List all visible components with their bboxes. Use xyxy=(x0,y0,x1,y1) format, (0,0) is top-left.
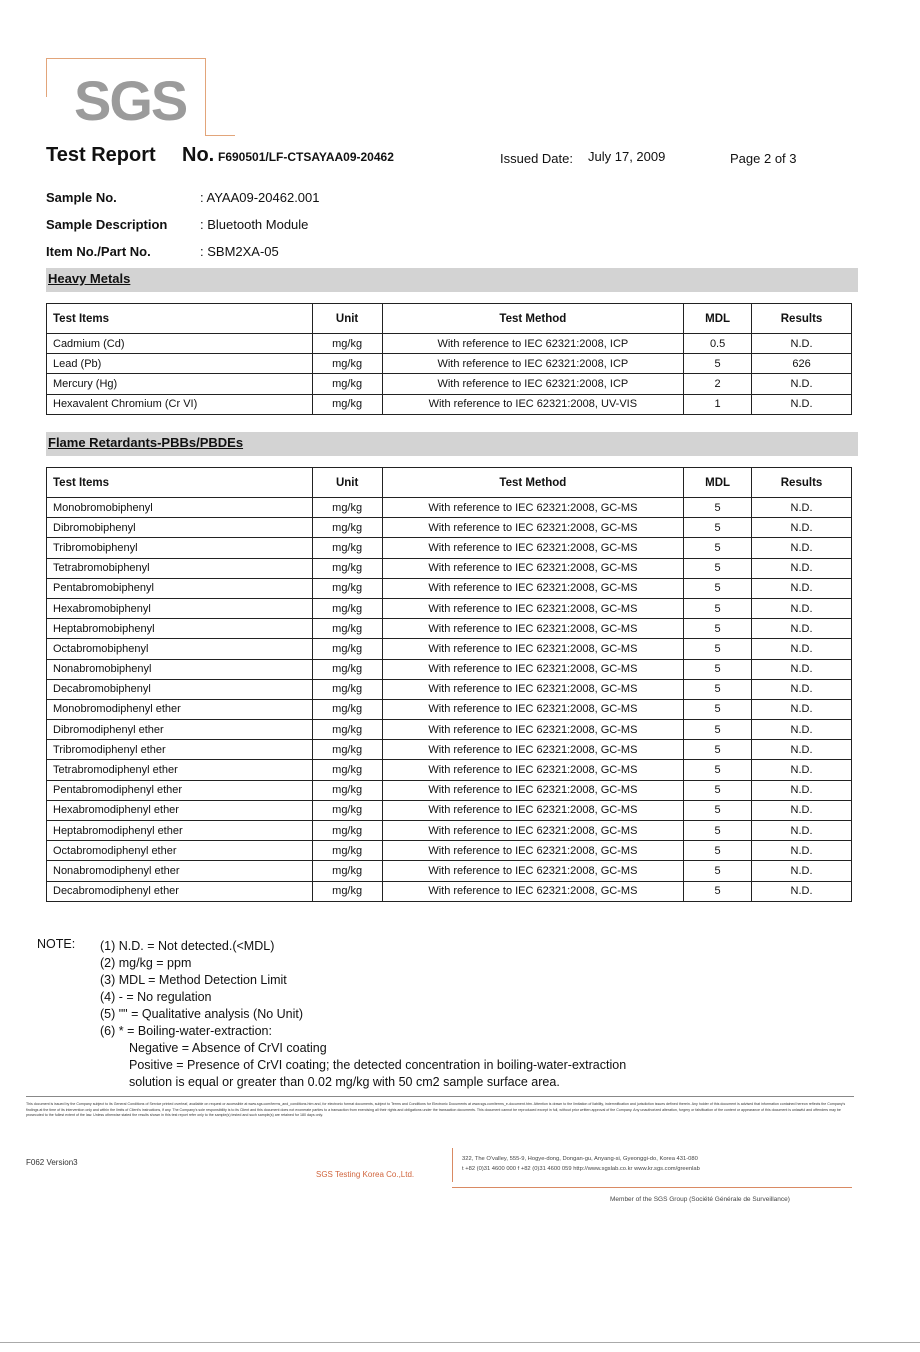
flame-retardants-title: Flame Retardants-PBBs/PBDEs xyxy=(48,435,244,450)
note-line: (1) N.D. = Not detected.(<MDL) xyxy=(100,939,275,953)
test-method-cell: With reference to IEC 62321:2008, ICP xyxy=(382,374,684,394)
test-method-cell: With reference to IEC 62321:2008, GC-MS xyxy=(382,780,684,800)
result-cell: N.D. xyxy=(752,861,852,881)
col-results: Results xyxy=(752,304,852,334)
sgs-group-member: Member of the SGS Group (Société Générale de Surveillance) xyxy=(610,1196,790,1203)
test-item-cell: Tribromobiphenyl xyxy=(47,538,313,558)
report-header xyxy=(46,142,826,172)
test-item-cell: Monobromobiphenyl xyxy=(47,498,313,518)
test-item-cell: Tribromodiphenyl ether xyxy=(47,740,313,760)
test-method-cell: With reference to IEC 62321:2008, GC-MS xyxy=(382,639,684,659)
item-no-value: : SBM2XA-05 xyxy=(200,244,279,259)
unit-cell: mg/kg xyxy=(312,780,382,800)
heavy-metals-title: Heavy Metals xyxy=(48,271,131,286)
unit-cell: mg/kg xyxy=(312,800,382,820)
test-item-cell: Lead (Pb) xyxy=(47,354,313,374)
unit-cell: mg/kg xyxy=(312,760,382,780)
page-number: Page 2 of 3 xyxy=(730,151,797,166)
col-unit: Unit xyxy=(312,304,382,334)
mdl-cell: 5 xyxy=(684,639,752,659)
test-method-cell: With reference to IEC 62321:2008, ICP xyxy=(382,334,684,354)
table-row xyxy=(47,558,852,578)
test-method-cell: With reference to IEC 62321:2008, GC-MS xyxy=(382,518,684,538)
footer-accent-rule xyxy=(452,1187,852,1188)
test-item-cell: Pentabromobiphenyl xyxy=(47,578,313,598)
test-method-cell: With reference to IEC 62321:2008, GC-MS xyxy=(382,861,684,881)
test-item-cell: Dibromodiphenyl ether xyxy=(47,720,313,740)
unit-cell: mg/kg xyxy=(312,720,382,740)
table-row xyxy=(47,639,852,659)
unit-cell: mg/kg xyxy=(312,394,382,414)
table-row xyxy=(47,699,852,719)
table-row xyxy=(47,598,852,618)
mdl-cell: 5 xyxy=(684,354,752,374)
test-method-cell: With reference to IEC 62321:2008, GC-MS xyxy=(382,659,684,679)
page-bottom-rule xyxy=(0,1342,920,1343)
result-cell: N.D. xyxy=(752,558,852,578)
table-row xyxy=(47,861,852,881)
contact-line: t +82 (0)31 4600 000 f +82 (0)31 4600 059 http://www.sgslab.co.kr www.kr.sgs.com/greenlab xyxy=(462,1166,700,1172)
table-row xyxy=(47,538,852,558)
unit-cell: mg/kg xyxy=(312,740,382,760)
mdl-cell: 5 xyxy=(684,498,752,518)
mdl-cell: 5 xyxy=(684,598,752,618)
mdl-cell: 5 xyxy=(684,841,752,861)
test-item-cell: Tetrabromobiphenyl xyxy=(47,558,313,578)
sample-desc-label: Sample Description xyxy=(46,217,168,232)
test-item-cell: Tetrabromodiphenyl ether xyxy=(47,760,313,780)
table-row xyxy=(47,720,852,740)
result-cell: N.D. xyxy=(752,334,852,354)
heavy-metals-table xyxy=(46,303,852,415)
result-cell: N.D. xyxy=(752,498,852,518)
test-item-cell: Decabromodiphenyl ether xyxy=(47,881,313,901)
test-method-cell: With reference to IEC 62321:2008, GC-MS xyxy=(382,699,684,719)
report-no-label: No. xyxy=(182,144,215,166)
result-cell: N.D. xyxy=(752,578,852,598)
mdl-cell: 1 xyxy=(684,394,752,414)
mdl-cell: 5 xyxy=(684,740,752,760)
result-cell: N.D. xyxy=(752,881,852,901)
table-row xyxy=(47,841,852,861)
col-mdl: MDL xyxy=(684,304,752,334)
unit-cell: mg/kg xyxy=(312,679,382,699)
report-title: Test Report xyxy=(46,144,156,166)
table-row xyxy=(47,740,852,760)
table-row xyxy=(47,498,852,518)
sample-desc-value: : Bluetooth Module xyxy=(200,217,309,232)
table-row xyxy=(47,518,852,538)
result-cell: N.D. xyxy=(752,720,852,740)
mdl-cell: 5 xyxy=(684,578,752,598)
unit-cell: mg/kg xyxy=(312,659,382,679)
note-line: Positive = Presence of CrVI coating; the detected concentration in boiling-water-extraction xyxy=(129,1058,627,1072)
col-test-method: Test Method xyxy=(382,468,684,498)
test-method-cell: With reference to IEC 62321:2008, GC-MS xyxy=(382,800,684,820)
unit-cell: mg/kg xyxy=(312,518,382,538)
mdl-cell: 5 xyxy=(684,659,752,679)
test-item-cell: Hexabromodiphenyl ether xyxy=(47,800,313,820)
mdl-cell: 5 xyxy=(684,699,752,719)
test-item-cell: Octabromobiphenyl xyxy=(47,639,313,659)
form-version: F062 Version3 xyxy=(26,1158,78,1167)
notes-label: NOTE: xyxy=(37,937,76,951)
table-row xyxy=(47,800,852,820)
note-line: (4) - = No regulation xyxy=(100,990,212,1004)
test-item-cell: Monobromodiphenyl ether xyxy=(47,699,313,719)
unit-cell: mg/kg xyxy=(312,374,382,394)
table-row xyxy=(47,659,852,679)
col-test-items: Test Items xyxy=(47,468,313,498)
issued-date: July 17, 2009 xyxy=(588,149,666,164)
unit-cell: mg/kg xyxy=(312,334,382,354)
table-row xyxy=(47,619,852,639)
mdl-cell: 5 xyxy=(684,760,752,780)
address-line: 322, The O'valley, 555-9, Hogye-dong, Dongan-gu, Anyang-si, Gyeonggi-do, Korea 431-080 xyxy=(462,1156,698,1162)
note-line: Negative = Absence of CrVI coating xyxy=(129,1041,327,1055)
table-row xyxy=(47,354,852,374)
issued-date-label: Issued Date: xyxy=(500,151,573,166)
test-method-cell: With reference to IEC 62321:2008, ICP xyxy=(382,354,684,374)
test-method-cell: With reference to IEC 62321:2008, GC-MS xyxy=(382,720,684,740)
result-cell: N.D. xyxy=(752,619,852,639)
result-cell: 626 xyxy=(752,354,852,374)
col-test-method: Test Method xyxy=(382,304,684,334)
sample-no-label: Sample No. xyxy=(46,190,117,205)
item-no-label: Item No./Part No. xyxy=(46,244,151,259)
company-name: SGS Testing Korea Co.,Ltd. xyxy=(316,1170,415,1179)
unit-cell: mg/kg xyxy=(312,498,382,518)
table-row xyxy=(47,578,852,598)
test-method-cell: With reference to IEC 62321:2008, GC-MS xyxy=(382,760,684,780)
table-row xyxy=(47,760,852,780)
unit-cell: mg/kg xyxy=(312,841,382,861)
table-row xyxy=(47,334,852,354)
test-method-cell: With reference to IEC 62321:2008, GC-MS xyxy=(382,841,684,861)
unit-cell: mg/kg xyxy=(312,558,382,578)
test-item-cell: Pentabromodiphenyl ether xyxy=(47,780,313,800)
result-cell: N.D. xyxy=(752,659,852,679)
test-method-cell: With reference to IEC 62321:2008, GC-MS xyxy=(382,740,684,760)
test-method-cell: With reference to IEC 62321:2008, GC-MS xyxy=(382,619,684,639)
table-row xyxy=(47,881,852,901)
table-row xyxy=(47,780,852,800)
company-address xyxy=(462,1154,700,1174)
mdl-cell: 5 xyxy=(684,881,752,901)
unit-cell: mg/kg xyxy=(312,538,382,558)
result-cell: N.D. xyxy=(752,394,852,414)
table-row xyxy=(47,374,852,394)
flame-retardants-section-bar xyxy=(46,432,858,456)
test-item-cell: Hexabromobiphenyl xyxy=(47,598,313,618)
test-item-cell: Cadmium (Cd) xyxy=(47,334,313,354)
note-line: (2) mg/kg = ppm xyxy=(100,956,192,970)
test-method-cell: With reference to IEC 62321:2008, GC-MS xyxy=(382,498,684,518)
result-cell: N.D. xyxy=(752,800,852,820)
unit-cell: mg/kg xyxy=(312,861,382,881)
result-cell: N.D. xyxy=(752,598,852,618)
result-cell: N.D. xyxy=(752,538,852,558)
mdl-cell: 5 xyxy=(684,619,752,639)
logo-text: SGS xyxy=(74,69,187,132)
table-row xyxy=(47,679,852,699)
test-item-cell: Mercury (Hg) xyxy=(47,374,313,394)
test-method-cell: With reference to IEC 62321:2008, GC-MS xyxy=(382,558,684,578)
unit-cell: mg/kg xyxy=(312,354,382,374)
footer-rule xyxy=(26,1096,854,1097)
mdl-cell: 5 xyxy=(684,800,752,820)
col-test-items: Test Items xyxy=(47,304,313,334)
unit-cell: mg/kg xyxy=(312,639,382,659)
test-item-cell: Hexavalent Chromium (Cr VI) xyxy=(47,394,313,414)
mdl-cell: 5 xyxy=(684,720,752,740)
result-cell: N.D. xyxy=(752,740,852,760)
unit-cell: mg/kg xyxy=(312,578,382,598)
mdl-cell: 0.5 xyxy=(684,334,752,354)
result-cell: N.D. xyxy=(752,841,852,861)
mdl-cell: 5 xyxy=(684,518,752,538)
test-method-cell: With reference to IEC 62321:2008, GC-MS xyxy=(382,679,684,699)
unit-cell: mg/kg xyxy=(312,598,382,618)
col-unit: Unit xyxy=(312,468,382,498)
sample-no-value: : AYAA09-20462.001 xyxy=(200,190,320,205)
result-cell: N.D. xyxy=(752,780,852,800)
result-cell: N.D. xyxy=(752,699,852,719)
flame-retardants-table xyxy=(46,467,852,902)
mdl-cell: 5 xyxy=(684,821,752,841)
unit-cell: mg/kg xyxy=(312,881,382,901)
mdl-cell: 5 xyxy=(684,538,752,558)
table-header-row xyxy=(47,468,852,498)
note-line: (5) "" = Qualitative analysis (No Unit) xyxy=(100,1007,304,1021)
result-cell: N.D. xyxy=(752,760,852,780)
result-cell: N.D. xyxy=(752,821,852,841)
table-header-row xyxy=(47,304,852,334)
table-row xyxy=(47,821,852,841)
table-row xyxy=(47,394,852,414)
result-cell: N.D. xyxy=(752,374,852,394)
result-cell: N.D. xyxy=(752,639,852,659)
col-mdl: MDL xyxy=(684,468,752,498)
unit-cell: mg/kg xyxy=(312,619,382,639)
test-method-cell: With reference to IEC 62321:2008, GC-MS xyxy=(382,881,684,901)
mdl-cell: 5 xyxy=(684,861,752,881)
mdl-cell: 2 xyxy=(684,374,752,394)
result-cell: N.D. xyxy=(752,679,852,699)
test-method-cell: With reference to IEC 62321:2008, GC-MS xyxy=(382,598,684,618)
test-method-cell: With reference to IEC 62321:2008, GC-MS xyxy=(382,538,684,558)
note-line: (6) * = Boiling-water-extraction: xyxy=(100,1024,272,1038)
heavy-metals-section-bar xyxy=(46,268,858,292)
unit-cell: mg/kg xyxy=(312,699,382,719)
test-item-cell: Dibromobiphenyl xyxy=(47,518,313,538)
mdl-cell: 5 xyxy=(684,780,752,800)
sgs-logo xyxy=(46,58,208,138)
legal-disclaimer: This document is issued by the Company subject to its General Conditions of Service printed overleaf, available on request or accessible at www.sgs.com/terms_and_conditions.htm and, for electronic format documents, subject to Terms and Conditions for Electronic Documents at www.sgs.com/terms_e-document.htm. Attention is drawn to the limitation of liability, indemnification and jurisdiction issues defined therein. Any holder of this document is advised that information contained hereon reflects the Company's findings at the time of its intervention only and within the limits of Client's instructions, if any. The Company's sole responsibility is to its Client and this document does not exonerate parties to a transaction from exercising all their rights and obligations under the transaction documents. This document cannot be reproduced except in full, without prior written approval of the Company. Any unauthorized alteration, forgery or falsification of the content or appearance of this document is unlawful and offenders may be prosecuted to the fullest extent of the law. Unless otherwise stated the results shown in this test report refer only to the sample(s) tested and such sample(s) are retained for 180 days only. xyxy=(26,1102,846,1118)
test-item-cell: Octabromodiphenyl ether xyxy=(47,841,313,861)
test-method-cell: With reference to IEC 62321:2008, GC-MS xyxy=(382,821,684,841)
result-cell: N.D. xyxy=(752,518,852,538)
note-line: solution is equal or greater than 0.02 mg/kg with 50 cm2 sample surface area. xyxy=(129,1075,560,1089)
test-method-cell: With reference to IEC 62321:2008, UV-VIS xyxy=(382,394,684,414)
report-number: F690501/LF-CTSAYAA09-20462 xyxy=(218,150,394,164)
test-item-cell: Nonabromobiphenyl xyxy=(47,659,313,679)
test-item-cell: Nonabromodiphenyl ether xyxy=(47,861,313,881)
test-item-cell: Heptabromodiphenyl ether xyxy=(47,821,313,841)
col-results: Results xyxy=(752,468,852,498)
mdl-cell: 5 xyxy=(684,679,752,699)
test-method-cell: With reference to IEC 62321:2008, GC-MS xyxy=(382,578,684,598)
mdl-cell: 5 xyxy=(684,558,752,578)
note-line: (3) MDL = Method Detection Limit xyxy=(100,973,287,987)
unit-cell: mg/kg xyxy=(312,821,382,841)
footer-divider xyxy=(452,1148,453,1182)
test-item-cell: Heptabromobiphenyl xyxy=(47,619,313,639)
test-item-cell: Decabromobiphenyl xyxy=(47,679,313,699)
